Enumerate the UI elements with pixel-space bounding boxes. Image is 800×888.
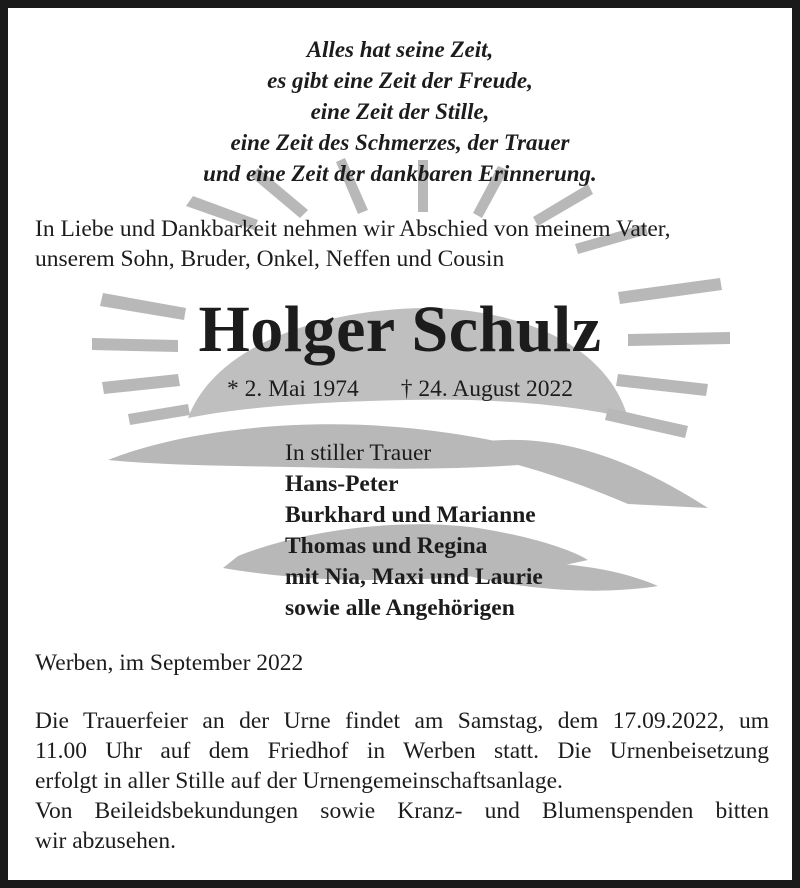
deceased-name: Holger Schulz <box>198 293 602 366</box>
poem-line: Alles hat seine Zeit, <box>306 37 494 62</box>
place-date: Werben, im September 2022 <box>35 650 304 676</box>
poem-line: und eine Zeit der dankbaren Erinnerung. <box>203 161 597 186</box>
mourner-name: Hans-Peter <box>285 471 399 497</box>
mourner-name: Burkhard und Marianne <box>285 502 536 528</box>
info-line: Von Beileidsbekundungen sowie Kranz- und Blumenspenden bitten <box>35 798 769 824</box>
info-line: Die Trauerfeier an der Urne findet am Samstag, dem 17.09.2022, um <box>35 708 769 734</box>
poem-line: eine Zeit des Schmerzes, der Trauer <box>230 130 570 155</box>
mourner-name: Thomas und Regina <box>285 533 488 559</box>
poem <box>8 34 792 189</box>
intro-line: In Liebe und Dankbarkeit nehmen wir Abschied von meinem Vater, <box>35 216 671 242</box>
poem-line: eine Zeit der Stille, <box>310 99 490 124</box>
mourners-heading: In stiller Trauer <box>285 440 432 466</box>
info-line: erfolgt in aller Stille auf der Urnengemeinschaftsanlage. <box>35 768 563 794</box>
farewell-intro <box>35 214 775 274</box>
mourner-name: mit Nia, Maxi und Laurie <box>285 564 543 590</box>
mourner-name: sowie alle Angehörigen <box>285 595 515 621</box>
info-line: wir abzusehen. <box>35 828 176 854</box>
death-date: † 24. August 2022 <box>400 376 574 402</box>
obituary-card <box>8 8 792 880</box>
intro-line: unserem Sohn, Bruder, Onkel, Neffen und Cousin <box>35 246 505 272</box>
birth-date: * 2. Mai 1974 <box>226 376 359 402</box>
poem-line: es gibt eine Zeit der Freude, <box>267 68 533 93</box>
info-line: 11.00 Uhr auf dem Friedhof in Werben statt. Die Urnenbeisetzung <box>35 738 769 764</box>
mourners-block <box>285 438 543 624</box>
life-dates <box>8 374 792 404</box>
funeral-info <box>35 706 769 856</box>
